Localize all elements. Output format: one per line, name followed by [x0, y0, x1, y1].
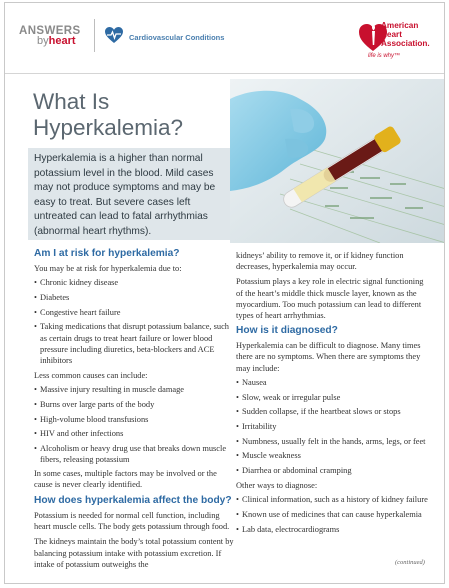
heading-risk: Am I at risk for hyperkalemia?: [34, 248, 180, 259]
right-column: [236, 250, 432, 535]
diagnosis-intro: Hyperkalemia can be difficult to diagnose. Many times there are no symptoms. When there are symptoms they may include:: [236, 341, 421, 373]
aha-name: American Heart Association.: [381, 21, 430, 48]
list-item: • High-volume blood transfusions: [34, 414, 234, 425]
heading-diagnosis: How is it diagnosed?: [236, 325, 338, 337]
list-item: • HIV and other infections: [34, 428, 234, 439]
other-diagnosis-intro: Other ways to diagnose:: [236, 481, 318, 491]
blood-sample-tube-photo: [230, 79, 445, 243]
list-item: • Sudden collapse, if the heartbeat slows or stops: [236, 406, 432, 417]
other-diagnosis-list: [236, 494, 432, 535]
list-item: • Alcoholism or heavy drug use that breaks down muscle fibers, releasing potassium: [34, 443, 234, 465]
brand-by-heart: byheart: [37, 35, 76, 47]
document-page: [4, 2, 445, 584]
affect-paragraph-1: Potassium is needed for normal cell function, including heart muscle cells. The body gets potassium through food.: [34, 510, 230, 532]
risk-intro: You may be at risk for hyperkalemia due to:: [34, 264, 182, 273]
header-rule: [5, 73, 445, 74]
risk-closing: In some cases, multiple factors may be involved or the cause is never clearly identified.: [34, 468, 217, 489]
list-item: • Muscle weakness: [236, 450, 432, 461]
answers-by-heart-logo: [19, 21, 81, 47]
left-column: [34, 248, 234, 570]
heart-monitor-icon: [104, 26, 124, 44]
intro-box: [28, 148, 233, 240]
list-item: • Irritability: [236, 421, 432, 432]
list-item: • Known use of medicines that can cause hyperkalemia: [236, 509, 432, 520]
risk-factors-list: [34, 277, 234, 366]
intro-text: Hyperkalemia is a higher than normal potassium level in the blood. Mild cases may not produce symptoms and may be easy to treat. But severe cases left untreated can lead to fatal arrhythmias (abnormal heart rhythms).: [34, 153, 216, 237]
list-item: • Burns over large parts of the body: [34, 399, 234, 410]
affect-paragraph-2: The kidneys maintain the body’s total potassium content by balancing potassium intake with potassium excretion. If intake of potassium outweighs the: [34, 537, 234, 569]
list-item: • Nausea: [236, 377, 432, 388]
list-item: • Congestive heart failure: [34, 307, 234, 318]
page-title: What Is Hyperkalemia?: [33, 89, 184, 140]
list-item: • Lab data, electrocardiograms: [236, 524, 432, 535]
list-item: • Chronic kidney disease: [34, 277, 234, 288]
category-label: Cardiovascular Conditions: [129, 33, 225, 42]
brand-answers: ANSWERS: [19, 25, 81, 37]
aha-tagline: life is why™: [368, 53, 401, 59]
heading-affect: How does hyperkalemia affect the body?: [34, 494, 232, 506]
symptoms-list: [236, 377, 432, 476]
affect-paragraph-3: Potassium plays a key role in electric signal functioning of the heart’s middle thick muscle layer, known as the myocardium. Too much potassium can lead to different types of heart arrhythmias.: [236, 277, 424, 321]
less-common-list: [34, 384, 234, 465]
list-item: • Massive injury resulting in muscle damage: [34, 384, 234, 395]
affect-paragraph-2-continued: kidneys’ ability to remove it, or if kidney function decreases, hyperkalemia may occur.: [236, 251, 404, 272]
header-divider: [94, 19, 95, 52]
less-common-intro: Less common causes can include:: [34, 371, 148, 381]
list-item: • Numbness, usually felt in the hands, arms, legs, or feet: [236, 436, 432, 447]
list-item: • Diarrhea or abdominal cramping: [236, 465, 432, 476]
list-item: • Clinical information, such as a history of kidney failure: [236, 494, 432, 505]
list-item: • Taking medications that disrupt potassium balance, such as certain drugs to treat heart failure or lower blood pressure including diuretics, beta-blockers and ACE inhibitors: [34, 321, 234, 366]
list-item: • Slow, weak or irregular pulse: [236, 392, 432, 403]
list-item: • Diabetes: [34, 292, 234, 303]
continued-note: (continued): [395, 559, 425, 566]
